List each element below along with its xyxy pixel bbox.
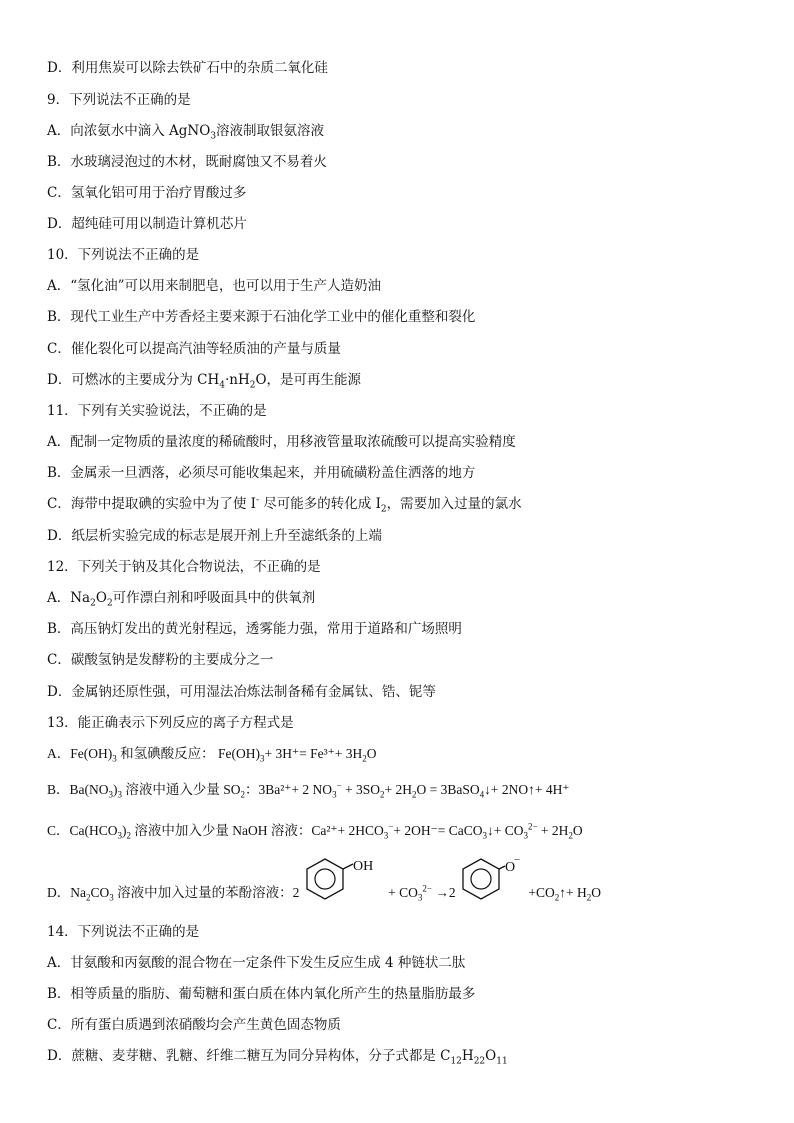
svg-text:O: O bbox=[504, 860, 516, 875]
option-line: A．$Fe(OH)_3$ 和氢碘酸反应： $Fe(OH)_3+ 3H^+= Fe^{3+}+ 3H_2O$ bbox=[47, 746, 377, 764]
question-11: 11．下列有关实验说法，不正确的是 bbox=[47, 403, 267, 419]
option-line: B．相等质量的脂肪、葡萄糖和蛋白质在体内氧化所产生的热量脂肪最多 bbox=[47, 986, 476, 1002]
question-13: 13．能正确表示下列反应的离子方程式是 bbox=[47, 715, 294, 731]
option-line: A．甘氨酸和丙氨酸的混合物在一定条件下发生反应生成 4 种链状二肽 bbox=[47, 955, 466, 971]
option-line: A．向浓氨水中滴入 AgNO$_3$溶液制取银氨溶液 bbox=[47, 123, 325, 142]
svg-text:−: − bbox=[513, 858, 521, 866]
option-line: D．蔗糖、麦芽糖、乳糖、纤维二糖互为同分异构体，分子式都是 $C_{12}H_{22}O_{11}$ bbox=[47, 1048, 508, 1067]
option-line: C．催化裂化可以提高汽油等轻质油的产量与质量 bbox=[47, 341, 341, 357]
option-line: A．配制一定物质的量浓度的稀硫酸时，用移液管量取浓硫酸可以提高实验精度 bbox=[47, 434, 516, 450]
option-line: D．金属钠还原性强，可用湿法冶炼法制备稀有金属钛、锆、铌等 bbox=[47, 684, 436, 700]
option-line: B．金属汞一旦洒落，必须尽可能收集起来，并用硫磺粉盖住洒落的地方 bbox=[47, 465, 476, 481]
phenol-structure-icon bbox=[303, 858, 385, 902]
option-line: B．高压钠灯发出的黄光射程远，透雾能力强，常用于道路和广场照明 bbox=[47, 621, 462, 637]
question-9: 9．下列说法不正确的是 bbox=[47, 92, 191, 108]
option-line: C．海带中提取碘的实验中为了使 I- 尽可能多的转化成 $I_2$，需要加入过量的氯水 bbox=[47, 495, 522, 515]
option-line: D．利用焦炭可以除去铁矿石中的杂质二氧化硅 bbox=[47, 60, 328, 76]
option-line: A．“氢化油”可以用来制肥皂，也可以用于生产人造奶油 bbox=[47, 278, 382, 294]
option-line: D．纸层析实验完成的标志是展开剂上升至滤纸条的上端 bbox=[47, 528, 382, 544]
svg-text:OH: OH bbox=[352, 859, 373, 874]
option-line: C．$Ca(HCO_3)_2$ 溶液中加入少量 NaOH 溶液：$Ca^{2+}+ 2HCO_3^-+ 2OH^-=$ CaCO$_3$↓+ $CO_3^{2-} + 2H_2O$ bbox=[47, 821, 583, 841]
option-line: B．现代工业生产中芳香烃主要来源于石油化学工业中的催化重整和裂化 bbox=[47, 309, 476, 325]
phenoxide-structure-icon bbox=[459, 858, 525, 902]
option-line: B．$Ba(NO_3)_3$ 溶液中通入少量 $SO_2$：3Ba²⁺+ 2 $NO_3^- + 3SO_2+ 2H_2O$ = 3BaSO$_4$↓+ 2NO↑+ 4H⁺ bbox=[47, 780, 570, 800]
option-line: D．可燃冰的主要成分为 $CH_4\cdot nH_2O$，是可再生能源 bbox=[47, 372, 362, 391]
option-line: A．$Na_2O_2$可作漂白剂和呼吸面具中的供氧剂 bbox=[47, 590, 316, 609]
option-line: D．超纯硅可用以制造计算机芯片 bbox=[47, 216, 247, 232]
option-line: C．所有蛋白质遇到浓硝酸均会产生黄色固态物质 bbox=[47, 1017, 341, 1033]
option-line: C．氢氧化铝可用于治疗胃酸过多 bbox=[47, 185, 247, 201]
option-line: B．水玻璃浸泡过的木材，既耐腐蚀又不易着火 bbox=[47, 154, 327, 170]
question-10: 10．下列说法不正确的是 bbox=[47, 247, 200, 263]
question-14: 14．下列说法不正确的是 bbox=[47, 924, 200, 940]
option-line: C．碳酸氢钠是发酵粉的主要成分之一 bbox=[47, 652, 274, 668]
option-line: D．$Na_2CO_3$ 溶液中加入过量的苯酚溶液：2 OH + $CO_3^{2-} \to 2$ O − $+CO_2↑+ H_2O$ bbox=[47, 860, 601, 900]
question-12: 12．下列关于钠及其化合物说法，不正确的是 bbox=[47, 559, 321, 575]
